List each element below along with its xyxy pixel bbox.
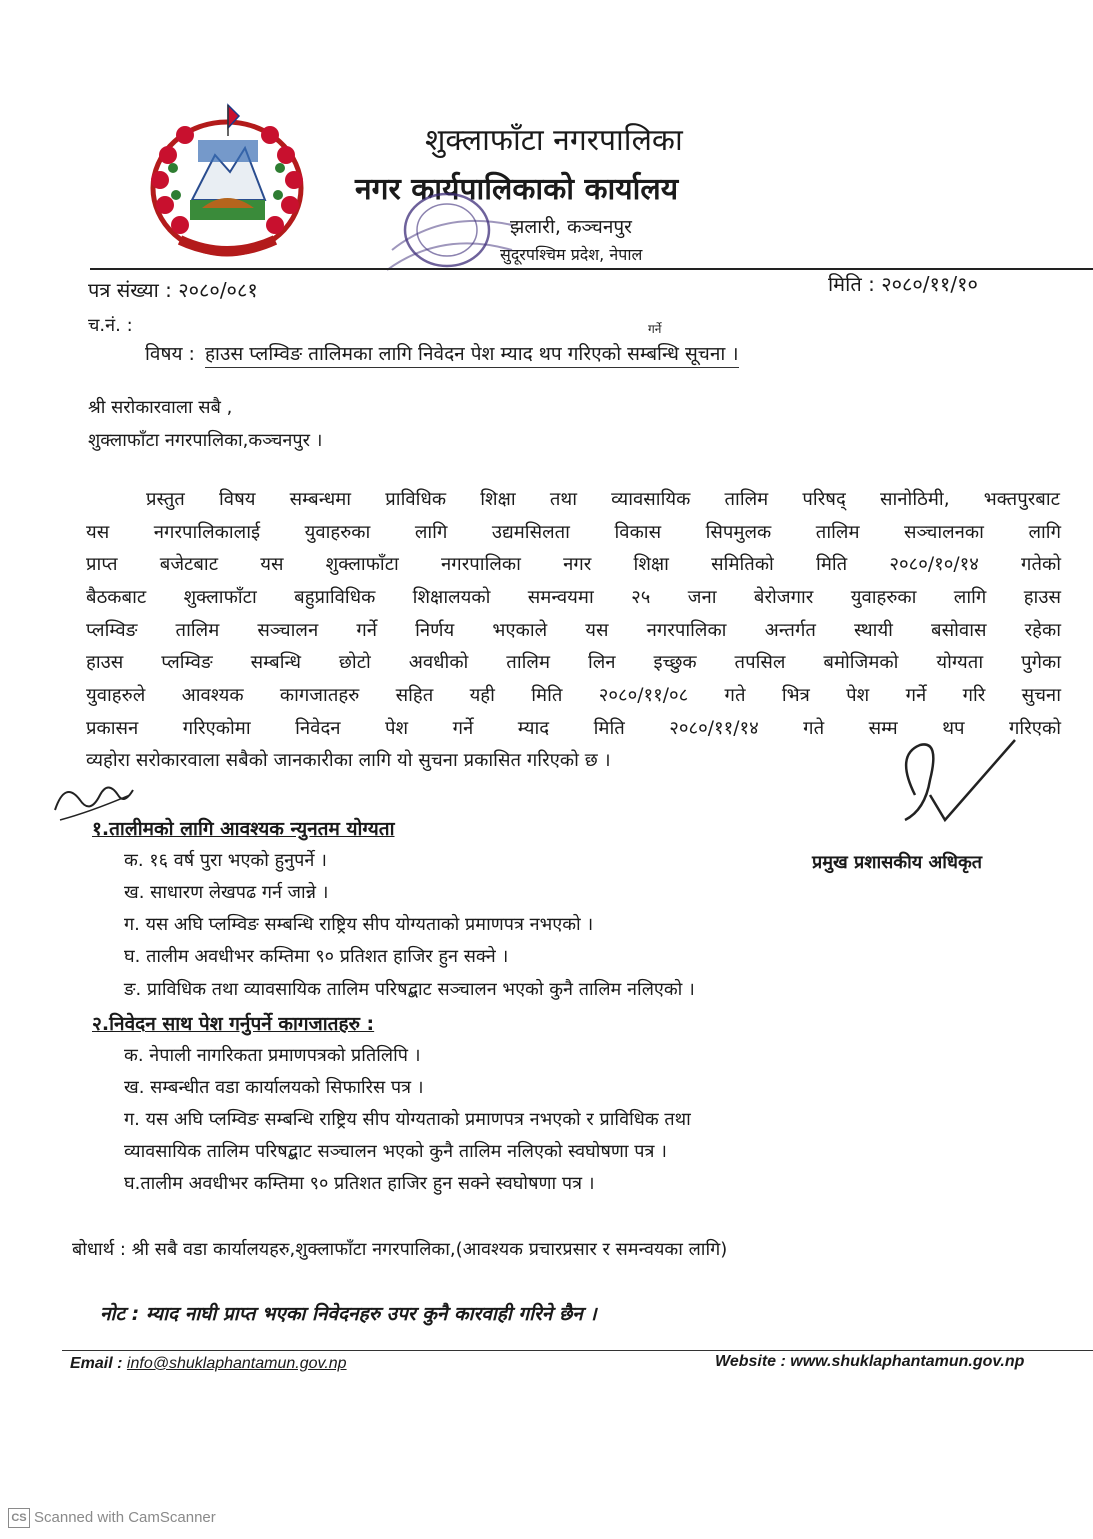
footer-divider xyxy=(62,1350,1093,1351)
list-item: ङ. प्राविधिक तथा व्यावसायिक तालिम परिषद्बाट सञ्चालन भएको कुनै तालिम नलिएको । xyxy=(124,979,695,1000)
body-line: प्लम्विङ तालिम सञ्चालन गर्ने निर्णय भएकाले यस नगरपालिका अन्तर्गत स्थायी बसोवास रहेका xyxy=(86,620,1061,641)
office-stamp-icon xyxy=(372,190,532,300)
letter-date: मिति : २०८०/११/१० xyxy=(828,272,978,296)
list-item: ग. यस अघि प्लम्विङ सम्बन्धि राष्ट्रिय सीप योग्यताको प्रमाणपत्र नभएको र प्राविधिक तथा xyxy=(124,1109,691,1130)
list-item: ग. यस अघि प्लम्विङ सम्बन्धि राष्ट्रिय सीप योग्यताको प्रमाणपत्र नभएको । xyxy=(124,914,594,935)
body-line: हाउस प्लम्विङ सम्बन्धि छोटो अवधीको तालिम लिन इच्छुक तपसिल बमोजिमको योग्यता पुगेका xyxy=(86,652,1061,673)
list-item: ख. साधारण लेखपढ गर्न जान्ने । xyxy=(124,882,329,903)
subject-insert: गर्ने xyxy=(648,322,662,336)
addressee-line-1: श्री सरोकारवाला सबै , xyxy=(88,397,233,418)
subject-text: हाउस प्लम्विङ तालिमका लागि निवेदन पेश म्याद थप गरिएको सम्बन्धि सूचना । xyxy=(205,343,739,368)
camscanner-logo-icon: CS xyxy=(8,1508,30,1528)
copy-to-line: बोधार्थ : श्री सबै वडा कार्यालयहरु,शुक्लाफाँटा नगरपालिका,(आवश्यक प्रचारप्रसार र समन्वयका लागि) xyxy=(72,1239,728,1260)
addressee-line-2: शुक्लाफाँटा नगरपालिका,कञ्चनपुर । xyxy=(88,430,323,451)
website-link[interactable]: www.shuklaphantamun.gov.np xyxy=(790,1353,1025,1370)
list-item: क. १६ वर्ष पुरा भएको हुनुपर्ने । xyxy=(124,850,327,871)
reference-number: पत्र संख्या : २०८०/०८१ xyxy=(88,278,258,302)
signature-title: प्रमुख प्रशासकीय अधिकृत xyxy=(812,852,983,873)
section-1-title: १.तालीमको लागि आवश्यक न्युनतम योग्यता xyxy=(92,818,395,840)
org-name: शुक्लाफाँटा नगरपालिका xyxy=(425,123,683,158)
officer-signature-icon xyxy=(870,735,1030,845)
body-line: प्राप्त बजेटबाट यस शुक्लाफाँटा नगरपालिका नगर शिक्षा समितिको मिति २०८०/१०/१४ गतेको xyxy=(86,554,1061,575)
section-2-title: २.निवेदन साथ पेश गर्नुपर्ने कागजातहरु : xyxy=(92,1013,375,1035)
body-line: बैठकबाट शुक्लाफाँटा बहुप्राविधिक शिक्षालयको समन्वयमा २५ जना बेरोजगार युवाहरुका लागि हाउस xyxy=(86,587,1061,608)
body-line: व्यहोरा सरोकारवाला सबैको जानकारीका लागि यो सुचना प्रकासित गरिएको छ । xyxy=(86,750,611,771)
nepal-emblem-icon xyxy=(140,100,315,265)
note-line: नोट : म्याद नाघी प्राप्त भएका निवेदनहरु उपर कुनै कारवाही गरिने छैन । xyxy=(100,1303,597,1325)
camscanner-watermark: CS Scanned with CamScanner xyxy=(8,1508,216,1528)
list-item: क. नेपाली नागरिकता प्रमाणपत्रको प्रतिलिपि । xyxy=(124,1045,421,1066)
chalani-number: च.नं. : xyxy=(88,315,133,336)
body-line: प्रकासन गरिएकोमा निवेदन पेश गर्ने म्याद मिति २०८०/११/१४ गते सम्म थप गरिएको xyxy=(86,718,1062,739)
body-line: युवाहरुले आवश्यक कागजातहरु सहित यही मिति २०८०/११/०८ गते भित्र पेश गर्ने गरि सुचना xyxy=(86,685,1061,706)
list-item: घ. तालीम अवधीभर कम्तिमा ९० प्रतिशत हाजिर हुन सक्ने । xyxy=(124,946,509,967)
list-item: व्यावसायिक तालिम परिषद्बाट सञ्चालन भएको कुनै तालिम नलिएको स्वघोषणा पत्र । xyxy=(124,1141,667,1162)
list-item: घ.तालीम अवधीभर कम्तिमा ९० प्रतिशत हाजिर हुन सक्ने स्वघोषणा पत्र । xyxy=(124,1173,595,1194)
subject-line xyxy=(145,340,739,366)
office-address: झलारी, कञ्चनपुर xyxy=(510,216,632,238)
body-line: यस नगरपालिकालाई युवाहरुका लागि उद्यमसिलता विकास सिपमुलक तालिम सञ्चालनका लागि xyxy=(86,522,1061,543)
email-link[interactable]: info@shuklaphantamun.gov.np xyxy=(126,1355,347,1372)
subject-label: विषय : xyxy=(145,343,195,365)
footer-website: Website : www.shuklaphantamun.gov.np xyxy=(715,1353,1025,1370)
body-line: प्रस्तुत विषय सम्बन्धमा प्राविधिक शिक्षा तथा व्यावसायिक तालिम परिषद् सानोठिमी, भक्तपुरबाट xyxy=(146,489,1060,510)
office-name: नगर कार्यपालिकाको कार्यालय xyxy=(355,172,679,207)
office-province: सुदूरपश्चिम प्रदेश, नेपाल xyxy=(500,245,643,264)
footer-email: Email : info@shuklaphantamun.gov.np xyxy=(70,1355,347,1372)
list-item: ख. सम्बन्धीत वडा कार्यालयको सिफारिस पत्र । xyxy=(124,1077,424,1098)
